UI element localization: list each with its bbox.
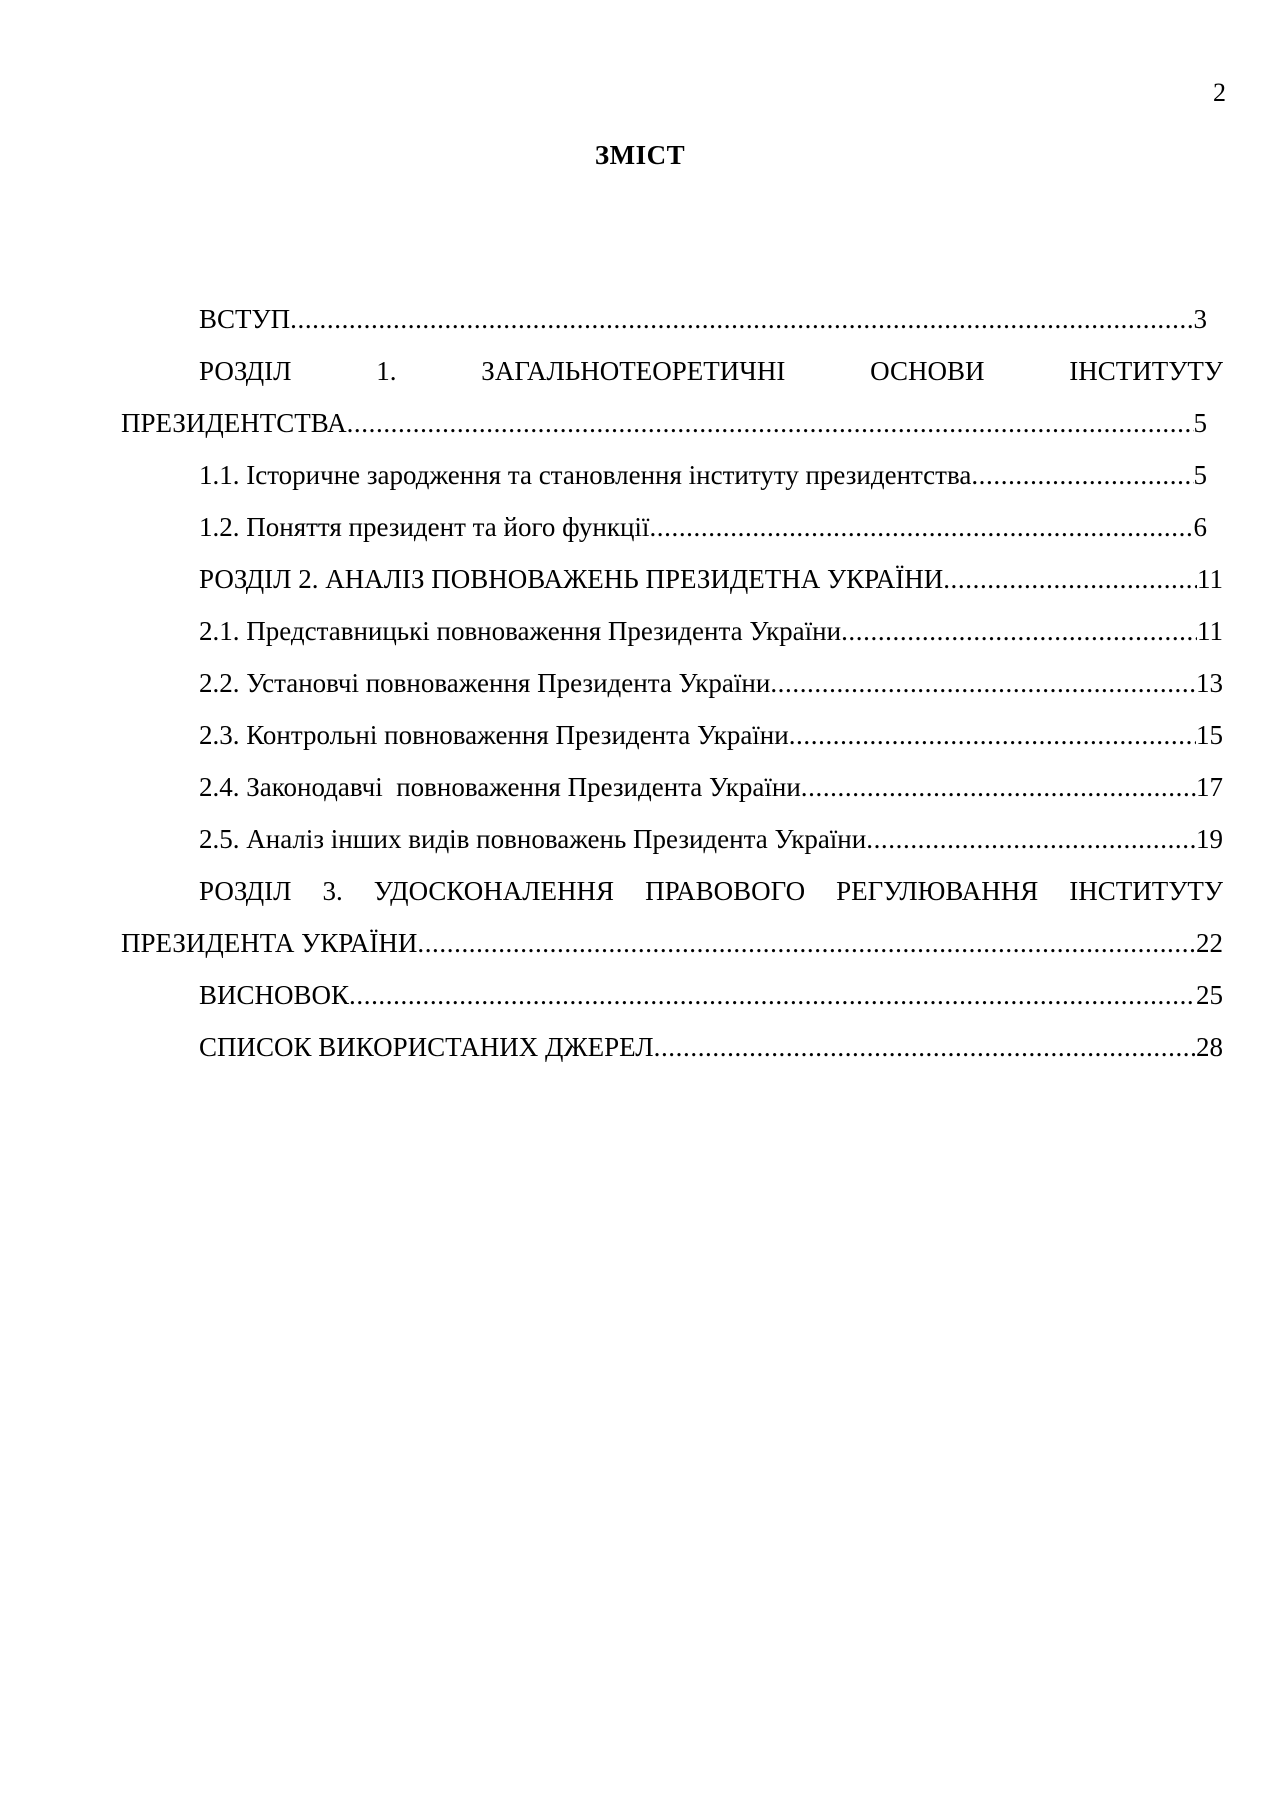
toc-entry-text: 1.1. Історичне зародження та становлення інституту президентства xyxy=(199,460,972,490)
toc-entry-2-4[interactable] xyxy=(121,761,1223,813)
toc-entry-text: 2.2. Установчі повноваження Президента України xyxy=(199,668,771,698)
toc-word: РОЗДІЛ xyxy=(199,356,292,386)
table-of-contents xyxy=(121,293,1223,1073)
toc-entry-page: 5 xyxy=(1193,408,1207,438)
toc-entry-page: 5 xyxy=(1193,460,1207,490)
toc-word: УДОСКОНАЛЕННЯ xyxy=(373,876,615,906)
toc-entry-page: 28 xyxy=(1196,1032,1223,1062)
toc-entry-text: 2.4. Законодавчі повноваження Президента України xyxy=(199,772,801,802)
toc-entry-section3-line1[interactable] xyxy=(121,865,1223,917)
dot-leader xyxy=(841,605,1197,657)
toc-entry-text: ПРЕЗИДЕНТСТВА xyxy=(121,408,347,438)
toc-entry-2-3[interactable] xyxy=(121,709,1223,761)
toc-entry-2-1[interactable] xyxy=(121,605,1223,657)
toc-entry-2-5[interactable] xyxy=(121,813,1223,865)
toc-entry-page: 15 xyxy=(1196,720,1223,750)
toc-entry-references[interactable] xyxy=(121,1021,1223,1073)
toc-entry-text: ПРЕЗИДЕНТА УКРАЇНИ xyxy=(121,928,418,958)
dot-leader xyxy=(971,449,1193,501)
toc-entry-page: 3 xyxy=(1193,304,1207,334)
dot-leader xyxy=(770,657,1196,709)
toc-entry-text: РОЗДІЛ 2. АНАЛІЗ ПОВНОВАЖЕНЬ ПРЕЗИДЕТНА УКРАЇНИ xyxy=(199,564,944,594)
dot-leader xyxy=(866,813,1196,865)
toc-entry-1-2[interactable] xyxy=(121,501,1223,553)
toc-entry-page: 13 xyxy=(1196,668,1223,698)
toc-entry-text: 2.3. Контрольні повноваження Президента України xyxy=(199,720,789,750)
toc-word: 1. xyxy=(376,356,397,386)
toc-entry-section1-line2[interactable] xyxy=(121,397,1223,449)
toc-entry-text: СПИСОК ВИКОРИСТАНИХ ДЖЕРЕЛ xyxy=(199,1032,654,1062)
toc-title: ЗМІСТ xyxy=(594,140,686,170)
toc-entry-text: 2.5. Аналіз інших видів повноважень Президента України xyxy=(199,824,867,854)
dot-leader xyxy=(943,553,1197,605)
toc-entry-page: 11 xyxy=(1197,564,1223,594)
toc-entry-page: 17 xyxy=(1196,772,1223,802)
dot-leader xyxy=(290,293,1193,345)
toc-word: ПРАВОВОГО xyxy=(645,876,806,906)
toc-entry-page: 6 xyxy=(1193,512,1207,542)
toc-entry-page: 22 xyxy=(1196,928,1223,958)
page-number: 2 xyxy=(1213,78,1226,107)
toc-entry-intro[interactable] xyxy=(121,293,1223,345)
dot-leader xyxy=(347,397,1194,449)
toc-entry-section2[interactable] xyxy=(121,553,1223,605)
toc-entry-section3-line2[interactable] xyxy=(121,917,1223,969)
dot-leader xyxy=(801,761,1196,813)
toc-word: ІНСТИТУТУ xyxy=(1069,876,1223,906)
toc-entry-2-2[interactable] xyxy=(121,657,1223,709)
toc-entry-text: ВИСНОВОК xyxy=(199,980,350,1010)
toc-word: 3. xyxy=(322,876,343,906)
dot-leader xyxy=(349,969,1196,1021)
dot-leader xyxy=(649,501,1193,553)
toc-word: РЕГУЛЮВАННЯ xyxy=(836,876,1039,906)
toc-entry-conclusion[interactable] xyxy=(121,969,1223,1021)
toc-entry-page: 19 xyxy=(1196,824,1223,854)
toc-word: ІНСТИТУТУ xyxy=(1069,356,1223,386)
dot-leader xyxy=(654,1021,1196,1073)
toc-entry-text: 2.1. Представницькі повноваження Президента України xyxy=(199,616,842,646)
dot-leader xyxy=(789,709,1196,761)
toc-entry-text: 1.2. Поняття президент та його функції xyxy=(199,512,650,542)
toc-entry-1-1[interactable] xyxy=(121,449,1223,501)
toc-entry-page: 25 xyxy=(1196,980,1223,1010)
dot-leader xyxy=(417,917,1196,969)
toc-word: ОСНОВИ xyxy=(870,356,985,386)
toc-entry-text: ВСТУП xyxy=(199,304,291,334)
toc-entry-page: 11 xyxy=(1197,616,1223,646)
toc-word: ЗАГАЛЬНОТЕОРЕТИЧНІ xyxy=(481,356,786,386)
toc-word: РОЗДІЛ xyxy=(199,876,292,906)
toc-entry-section1-line1[interactable] xyxy=(121,345,1223,397)
